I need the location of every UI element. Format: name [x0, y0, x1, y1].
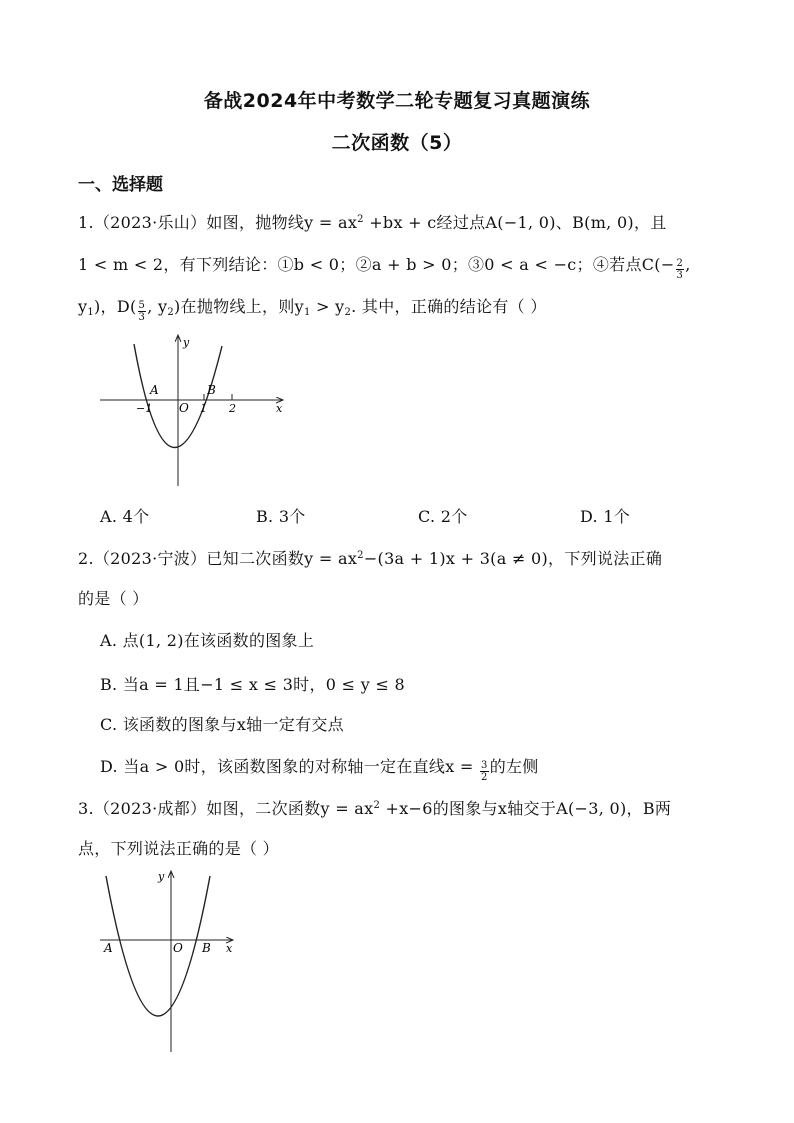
q2-line-2: 的是（ ）	[78, 589, 149, 608]
q1-option-a[interactable]: A. 4个	[100, 507, 150, 526]
parabola-curve	[106, 876, 210, 1016]
frac-den: 3	[138, 312, 146, 323]
section-heading: 一、选择题	[78, 175, 163, 195]
frac-den: 3	[676, 270, 684, 281]
q1-line-2	[78, 252, 691, 281]
frac-num: 5	[138, 300, 146, 311]
q2-option-c[interactable]: C. 该函数的图象与x轴一定有交点	[100, 715, 344, 734]
q3-parabola-graph	[96, 866, 246, 1056]
x-label: x	[226, 942, 233, 955]
origin-label: O	[173, 941, 183, 955]
sub: 1	[303, 307, 311, 318]
q2-option-d[interactable]	[100, 754, 539, 783]
q2-option-a[interactable]: A. 点(1, 2)在该函数的图象上	[100, 631, 315, 650]
q1-text: 1 < m < 2，有下列结论：①b < 0；②a + b > 0；③0 < a < −c；④若点C(−	[78, 255, 675, 274]
q2-text: D. 当a > 0时，该函数图象的对称轴一定在直线x =	[100, 757, 480, 776]
sub: 1	[87, 307, 95, 318]
q1-text: +bx + c经过点A(−1, 0)、B(m, 0)，且	[363, 213, 667, 232]
x-label: x	[276, 402, 283, 415]
q2-line-1	[78, 546, 662, 569]
q1-option-d[interactable]: D. 1个	[580, 507, 631, 526]
q1-frac-c	[676, 258, 685, 281]
q2-exp: 2	[357, 550, 364, 561]
point-a-label: A	[150, 383, 159, 397]
q3-line-1	[78, 796, 671, 819]
doc-title: 备战2024年中考数学二轮专题复习真题演练	[203, 90, 591, 112]
y-label: y	[183, 336, 190, 349]
q1-option-b[interactable]: B. 3个	[256, 507, 306, 526]
q3-text: 3.（2023·成都）如图，二次函数y = ax	[78, 799, 374, 818]
q1-text: , y	[147, 297, 168, 316]
q1-option-c[interactable]: C. 2个	[418, 507, 468, 526]
sub: 2	[344, 307, 352, 318]
q1-text: )在抛物线上，则y	[174, 297, 304, 316]
q2-option-b[interactable]: B. 当a = 1且−1 ≤ x ≤ 3时，0 ≤ y ≤ 8	[100, 675, 406, 694]
point-a-label: A	[104, 941, 113, 955]
q1-text: . 其中，正确的结论有（ ）	[351, 297, 547, 316]
q1-line-3	[78, 294, 547, 323]
q1-text: ,	[685, 255, 691, 274]
q3-exp: 2	[373, 800, 381, 811]
q1-exp: 2	[357, 214, 364, 225]
point-b-label: B	[207, 383, 216, 397]
q1-parabola-graph	[96, 330, 296, 490]
q2-text: 2.（2023·宁波）已知二次函数y = ax	[78, 549, 358, 568]
q1-line-1	[78, 210, 667, 233]
tick-label-1: 1	[200, 402, 207, 415]
tick-label-m1: −1	[136, 402, 153, 415]
q1-text: )，D(	[94, 297, 137, 316]
q3-line-2: 点，下列说法正确的是（ ）	[78, 839, 279, 858]
doc-subtitle: 二次函数（5）	[331, 132, 463, 154]
q1-text: > y	[310, 297, 345, 316]
frac-num: 2	[676, 258, 684, 269]
q2-text: −(3a + 1)x + 3(a ≠ 0)，下列说法正确	[363, 549, 663, 568]
q1-text: y	[78, 297, 88, 316]
q1-text: 1.（2023·乐山）如图，抛物线y = ax	[78, 213, 358, 232]
origin-label: O	[179, 401, 189, 415]
y-label: y	[158, 870, 165, 883]
sub: 2	[167, 307, 174, 318]
q2-text: 的左侧	[489, 757, 539, 776]
tick-label-2: 2	[229, 402, 236, 415]
q1-frac-d	[138, 300, 147, 323]
frac-num: 3	[481, 760, 488, 771]
point-b-label: B	[202, 941, 211, 955]
q2-frac	[480, 760, 489, 783]
q3-text: +x−6的图象与x轴交于A(−3, 0)，B两	[380, 799, 672, 818]
frac-den: 2	[481, 772, 488, 783]
